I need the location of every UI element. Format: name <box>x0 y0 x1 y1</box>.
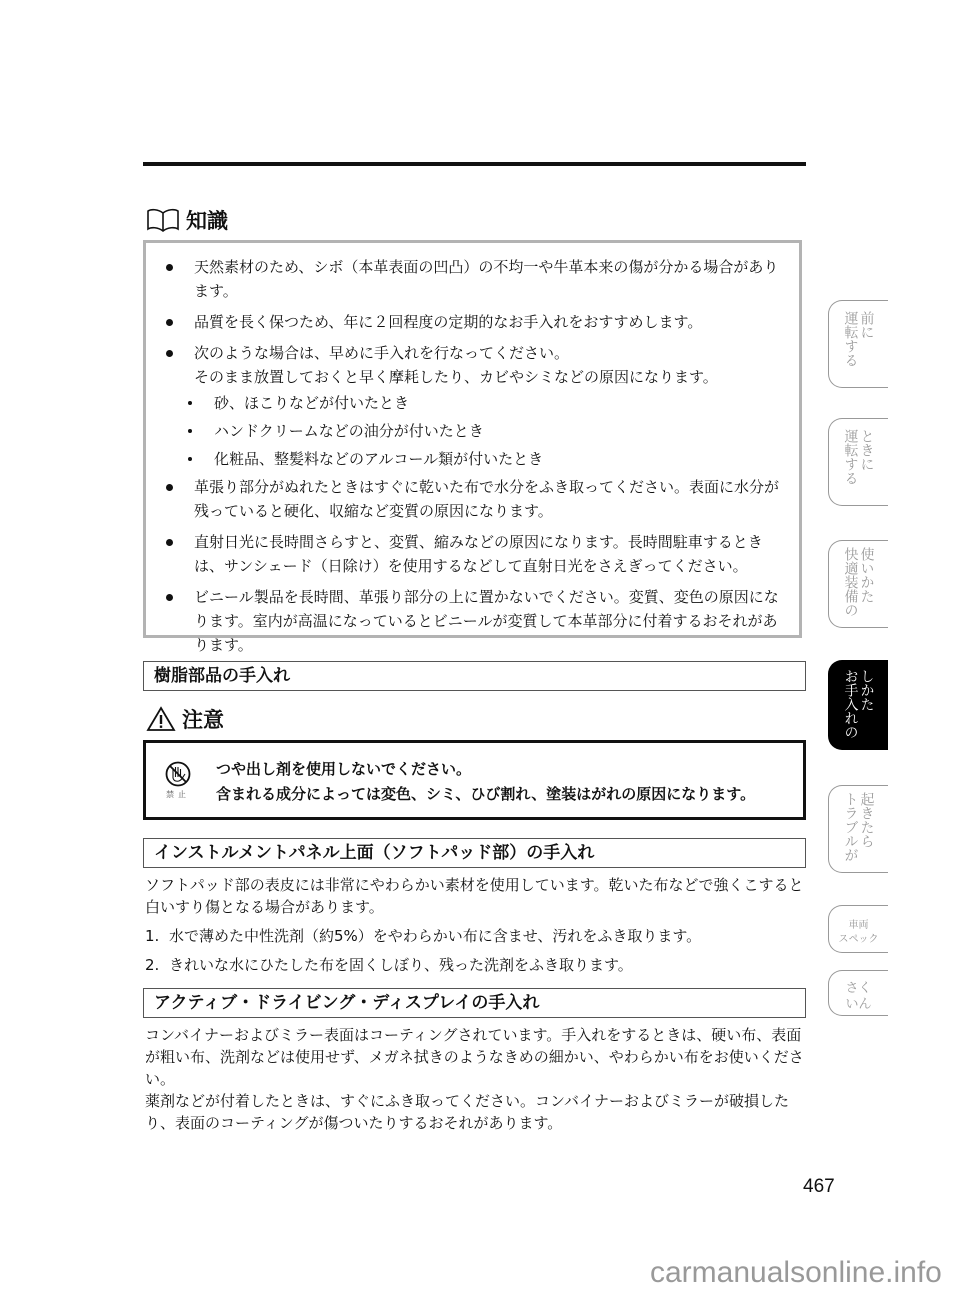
caution-title: 注意 <box>182 708 224 732</box>
section-title-instrument-panel: インストルメントパネル上面（ソフトパッド部）の手入れ <box>143 838 806 868</box>
knowledge-title: 知識 <box>186 209 228 233</box>
bullet-icon <box>166 350 173 357</box>
side-tab-specifications[interactable] <box>828 905 888 953</box>
tab-label: 前に <box>858 311 875 339</box>
knowledge-subitem <box>166 391 785 415</box>
side-tab-while-driving[interactable] <box>828 418 888 506</box>
item-text-continued: そのまま放置しておくと早く摩耗したり、カビやシミなどの原因になります。 <box>194 368 718 386</box>
page-number: 467 <box>803 1176 835 1197</box>
knowledge-subitem <box>166 447 785 471</box>
item-text: 品質を長く保つため、年に２回程度の定期的なお手入れをおすすめします。 <box>194 313 703 331</box>
sub-bullet-icon <box>188 401 192 405</box>
step-item <box>145 925 810 947</box>
tab-label: しかた <box>858 669 875 711</box>
knowledge-item <box>166 341 785 389</box>
knowledge-subitem <box>166 419 785 443</box>
item-text: 天然素材のため、シボ（本革表面の凹凸）の不均一や牛革本来の傷が分かる場合があります。 <box>194 258 779 300</box>
sub-bullet-icon <box>188 429 192 433</box>
tab-label: 使いかた <box>858 547 875 603</box>
tab-label: ときに <box>858 429 875 471</box>
tab-label: スペック <box>838 934 879 945</box>
intro-paragraph: ソフトパッド部の表皮には非常にやわらかい素材を使用しています。乾いた布などで強くこすると白いすり傷となる場合があります。 <box>145 876 804 916</box>
step-item <box>145 954 810 976</box>
item-text: 革張り部分がぬれたときはすぐに乾いた布で水分をふき取ってください。表面に水分が残っていると硬化、収縮など変質の原因になります。 <box>194 478 780 520</box>
tab-label: 運転する <box>842 311 859 367</box>
tab-label: さく <box>845 981 872 996</box>
bullet-icon <box>166 539 173 546</box>
display-section-body <box>145 1024 810 1134</box>
bullet-icon <box>166 319 173 326</box>
watermark: carmanualsonline.info <box>650 1256 942 1289</box>
item-text: ビニール製品を長時間、革張り部分の上に置かないでください。変質、変色の原因になります。室内が高温になっているとビニールが変質して本革部分に付着するおそれがあります。 <box>194 588 779 654</box>
tab-label: お手入れの <box>842 669 859 739</box>
prohibit-badge <box>158 761 198 817</box>
item-text: 直射日光に長時間さらすと、変質、縮みなどの原因になります。長時間駐車するときは、サンシェード（日除け）を使用するなどして直射日光をさえぎってください。 <box>194 533 763 575</box>
step-number: 1. <box>145 927 160 945</box>
tab-label: いん <box>845 997 872 1012</box>
caution-heading <box>146 704 224 734</box>
bullet-icon <box>166 264 173 271</box>
knowledge-item <box>166 475 785 523</box>
knowledge-item <box>166 585 785 657</box>
step-number: 2. <box>145 956 160 974</box>
tab-label: トラブルが <box>842 792 859 862</box>
prohibit-label: 禁止 <box>166 790 190 799</box>
caution-line: つや出し剤を使用しないでください。 <box>216 760 472 778</box>
display-paragraph: コンバイナーおよびミラー表面はコーティングされています。手入れをするときは、硬い布、表面が粗い布、洗剤などは使用せず、メガネ拭きのようなきめの細かい、やわらかい布をお使いください。 <box>145 1026 804 1088</box>
step-text: 水で薄めた中性洗剤（約5%）をやわらかい布に含ませ、汚れをふき取ります。 <box>169 927 702 945</box>
warning-triangle-icon <box>146 706 176 732</box>
subitem-text: 化粧品、整髪料などのアルコール類が付いたとき <box>214 450 544 468</box>
side-tab-comfort-equipment[interactable] <box>828 540 888 628</box>
top-rule <box>143 162 806 166</box>
tab-label: 快適装備の <box>842 547 859 617</box>
instrument-section-body <box>145 874 810 976</box>
tab-label: 車両 <box>848 920 869 931</box>
knowledge-item <box>166 255 785 303</box>
section-title-resin: 樹脂部品の手入れ <box>143 661 806 691</box>
display-paragraph: 薬剤などが付着したときは、すぐにふき取ってください。コンバイナーおよびミラーが破損したり、表面のコーティングが傷ついたりするおそれがあります。 <box>145 1092 789 1132</box>
bullet-icon <box>166 594 173 601</box>
step-text: きれいな水にひたした布を固くしぼり、残った洗剤をふき取ります。 <box>169 956 633 974</box>
knowledge-item <box>166 530 785 578</box>
side-tab-before-driving[interactable] <box>828 300 888 388</box>
side-tab-troubleshooting[interactable] <box>828 785 888 873</box>
caution-text <box>216 757 755 817</box>
side-tab-index[interactable] <box>828 970 888 1016</box>
tab-label: 運転する <box>842 429 859 485</box>
item-text: 次のような場合は、早めに手入れを行なってください。 <box>194 344 570 362</box>
section-title-display: アクティブ・ドライビング・ディスプレイの手入れ <box>143 988 806 1018</box>
knowledge-box <box>143 240 802 654</box>
bullet-icon <box>166 484 173 491</box>
sub-bullet-icon <box>188 457 192 461</box>
subitem-text: 砂、ほこりなどが付いたとき <box>214 394 410 412</box>
tab-label: 起きたら <box>858 792 875 848</box>
side-tab-maintenance[interactable] <box>828 660 888 750</box>
caution-box <box>143 740 806 820</box>
knowledge-heading <box>146 205 228 235</box>
prohibited-hand-icon <box>165 761 191 787</box>
open-book-icon <box>146 207 180 233</box>
knowledge-item <box>166 310 785 334</box>
subitem-text: ハンドクリームなどの油分が付いたとき <box>214 422 484 440</box>
caution-line: 含まれる成分によっては変色、シミ、ひび割れ、塗装はがれの原因になります。 <box>216 785 756 803</box>
